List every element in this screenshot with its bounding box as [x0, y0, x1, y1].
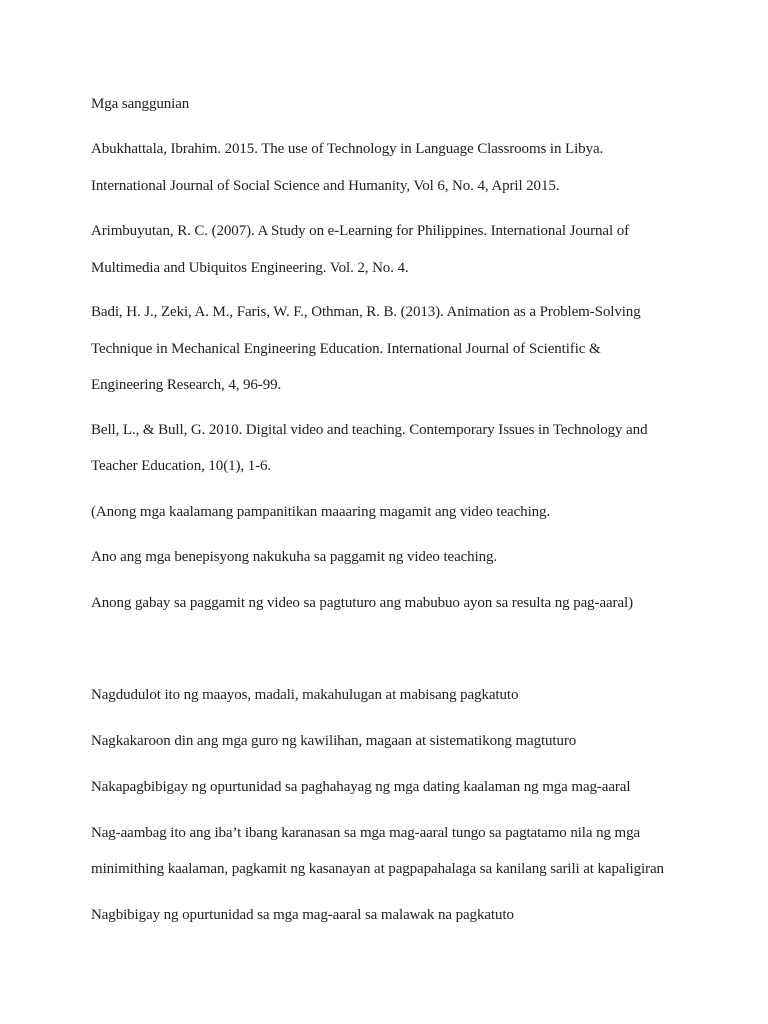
reference-4-line-2: Teacher Education, 10(1), 1-6.: [91, 458, 272, 474]
statement-2: Nagkakaroon din ang mga guro ng kawilihan, magaan at sistematikong magtuturo: [91, 733, 577, 749]
reference-1-line-2: International Journal of Social Science and Humanity, Vol 6, No. 4, April 2015.: [91, 178, 560, 194]
question-3: Anong gabay sa paggamit ng video sa pagtuturo ang mabubuo ayon sa resulta ng pag-aaral): [91, 595, 633, 611]
reference-4-line-1: Bell, L., & Bull, G. 2010. Digital video and teaching. Contemporary Issues in Technology and: [91, 422, 648, 438]
reference-1-line-1: Abukhattala, Ibrahim. 2015. The use of Technology in Language Classrooms in Libya.: [91, 141, 604, 157]
reference-3-line-3: Engineering Research, 4, 96-99.: [91, 377, 282, 393]
statement-1: Nagdudulot ito ng maayos, madali, makahulugan at mabisang pagkatuto: [91, 687, 519, 703]
statement-4-line-2: minimithing kaalaman, pagkamit ng kasanayan at pagpapahalaga sa kanilang sarili at kapaligiran: [91, 861, 664, 877]
statement-3: Nakapagbibigay ng opurtunidad sa paghahayag ng mga dating kaalaman ng mga mag-aaral: [91, 779, 631, 795]
reference-2-line-1: Arimbuyutan, R. C. (2007). A Study on e-Learning for Philippines. International Journal of: [91, 223, 630, 239]
reference-2-line-2: Multimedia and Ubiquitos Engineering. Vol. 2, No. 4.: [91, 260, 409, 276]
statement-5: Nagbibigay ng opurtunidad sa mga mag-aaral sa malawak na pagkatuto: [91, 907, 514, 923]
question-2: Ano ang mga benepisyong nakukuha sa paggamit ng video teaching.: [91, 549, 498, 565]
reference-3-line-1: Badi, H. J., Zeki, A. M., Faris, W. F., Othman, R. B. (2013). Animation as a Problem-Solving: [91, 304, 641, 320]
question-1: (Anong mga kaalamang pampanitikan maaaring magamit ang video teaching.: [91, 504, 551, 520]
reference-3-line-2: Technique in Mechanical Engineering Education. International Journal of Scientific &: [91, 341, 601, 357]
statement-4-line-1: Nag-aambag ito ang iba’t ibang karanasan sa mga mag-aaral tungo sa pagtatamo nila ng mga: [91, 825, 641, 841]
references-heading: Mga sanggunian: [91, 96, 190, 112]
